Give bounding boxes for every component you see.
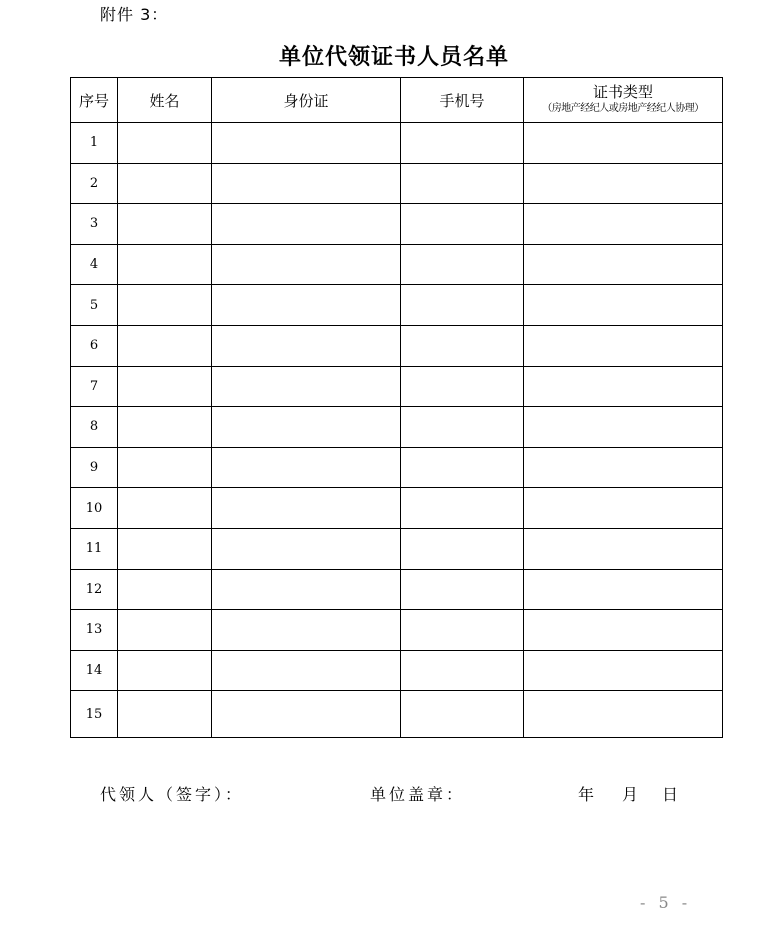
- phone-cell[interactable]: [401, 691, 524, 738]
- phone-cell[interactable]: [401, 325, 524, 366]
- cert-type-cell[interactable]: [524, 650, 723, 691]
- header-name: 姓名: [118, 78, 212, 123]
- table-row: [71, 123, 723, 164]
- id-card-cell[interactable]: [212, 569, 401, 610]
- phone-cell[interactable]: [401, 285, 524, 326]
- table-row: [71, 650, 723, 691]
- phone-cell[interactable]: [401, 204, 524, 245]
- cert-type-cell[interactable]: [524, 204, 723, 245]
- name-cell[interactable]: [118, 285, 212, 326]
- month-label: 月: [622, 785, 642, 804]
- header-phone: 手机号: [401, 78, 524, 123]
- name-cell[interactable]: [118, 528, 212, 569]
- name-cell[interactable]: [118, 366, 212, 407]
- day-label: 日: [662, 785, 682, 804]
- cert-type-cell[interactable]: [524, 691, 723, 738]
- seq-cell: 10: [71, 488, 118, 529]
- id-card-cell[interactable]: [212, 285, 401, 326]
- table-row: [71, 285, 723, 326]
- cert-type-cell[interactable]: [524, 610, 723, 651]
- seq-cell: 6: [71, 325, 118, 366]
- id-card-cell[interactable]: [212, 610, 401, 651]
- table-row: [71, 204, 723, 245]
- phone-cell[interactable]: [401, 366, 524, 407]
- cert-type-cell[interactable]: [524, 123, 723, 164]
- document-title: 单位代领证书人员名单: [278, 44, 509, 70]
- cert-type-cell[interactable]: [524, 285, 723, 326]
- name-cell[interactable]: [118, 610, 212, 651]
- seq-cell: 7: [71, 366, 118, 407]
- header-seq: 序号: [71, 78, 118, 123]
- id-card-cell[interactable]: [212, 244, 401, 285]
- id-card-cell[interactable]: [212, 325, 401, 366]
- table-row: [71, 488, 723, 529]
- seq-cell: 8: [71, 407, 118, 448]
- seq-cell: 5: [71, 285, 118, 326]
- seq-cell: 15: [71, 691, 118, 738]
- cert-type-cell[interactable]: [524, 366, 723, 407]
- name-cell[interactable]: [118, 447, 212, 488]
- seq-cell: 11: [71, 528, 118, 569]
- table-row: [71, 528, 723, 569]
- name-cell[interactable]: [118, 488, 212, 529]
- cert-type-cell[interactable]: [524, 488, 723, 529]
- table-row: [71, 244, 723, 285]
- phone-cell[interactable]: [401, 488, 524, 529]
- id-card-cell[interactable]: [212, 691, 401, 738]
- seq-cell: 1: [71, 123, 118, 164]
- cert-type-cell[interactable]: [524, 244, 723, 285]
- header-cert-type-label: 证书类型: [592, 83, 653, 101]
- name-cell[interactable]: [118, 163, 212, 204]
- cert-type-cell[interactable]: [524, 447, 723, 488]
- header-cert-type-note: （房地产经纪人或房地产经纪人协理）: [542, 103, 704, 114]
- id-card-cell[interactable]: [212, 447, 401, 488]
- table-row: [71, 366, 723, 407]
- phone-cell[interactable]: [401, 123, 524, 164]
- seq-cell: 13: [71, 610, 118, 651]
- id-card-cell[interactable]: [212, 488, 401, 529]
- phone-cell[interactable]: [401, 650, 524, 691]
- id-card-cell[interactable]: [212, 366, 401, 407]
- cert-type-cell[interactable]: [524, 163, 723, 204]
- header-id-card: 身份证: [212, 78, 401, 123]
- footer-line: [0, 782, 780, 804]
- table-header-row: [71, 78, 723, 123]
- table-row: [71, 407, 723, 448]
- phone-cell[interactable]: [401, 407, 524, 448]
- seq-cell: 14: [71, 650, 118, 691]
- table-row: [71, 610, 723, 651]
- name-cell[interactable]: [118, 650, 212, 691]
- seq-cell: 2: [71, 163, 118, 204]
- phone-cell[interactable]: [401, 528, 524, 569]
- phone-cell[interactable]: [401, 244, 524, 285]
- table-row: [71, 163, 723, 204]
- seq-cell: 9: [71, 447, 118, 488]
- name-cell[interactable]: [118, 204, 212, 245]
- phone-cell[interactable]: [401, 163, 524, 204]
- phone-cell[interactable]: [401, 447, 524, 488]
- seq-cell: 4: [71, 244, 118, 285]
- signature-label: 代领人（签字）：: [100, 785, 245, 804]
- phone-cell[interactable]: [401, 569, 524, 610]
- cert-type-cell[interactable]: [524, 325, 723, 366]
- name-cell[interactable]: [118, 244, 212, 285]
- table-row: [71, 691, 723, 738]
- seq-cell: 12: [71, 569, 118, 610]
- year-label: 年: [578, 785, 598, 804]
- phone-cell[interactable]: [401, 610, 524, 651]
- attachment-label: 附件 3：: [100, 5, 169, 24]
- page-number: - 5 -: [640, 893, 692, 912]
- id-card-cell[interactable]: [212, 163, 401, 204]
- name-cell[interactable]: [118, 407, 212, 448]
- header-cert-type: [524, 78, 723, 123]
- name-cell[interactable]: [118, 123, 212, 164]
- id-card-cell[interactable]: [212, 528, 401, 569]
- table-row: [71, 325, 723, 366]
- roster-table: [70, 77, 723, 738]
- table-row: [71, 569, 723, 610]
- id-card-cell[interactable]: [212, 204, 401, 245]
- table-row: [71, 447, 723, 488]
- id-card-cell[interactable]: [212, 407, 401, 448]
- id-card-cell[interactable]: [212, 650, 401, 691]
- seq-cell: 3: [71, 204, 118, 245]
- cert-type-cell[interactable]: [524, 569, 723, 610]
- cert-type-cell[interactable]: [524, 528, 723, 569]
- name-cell[interactable]: [118, 569, 212, 610]
- name-cell[interactable]: [118, 325, 212, 366]
- name-cell[interactable]: [118, 691, 212, 738]
- id-card-cell[interactable]: [212, 123, 401, 164]
- seal-label: 单位盖章：: [370, 785, 466, 804]
- cert-type-cell[interactable]: [524, 407, 723, 448]
